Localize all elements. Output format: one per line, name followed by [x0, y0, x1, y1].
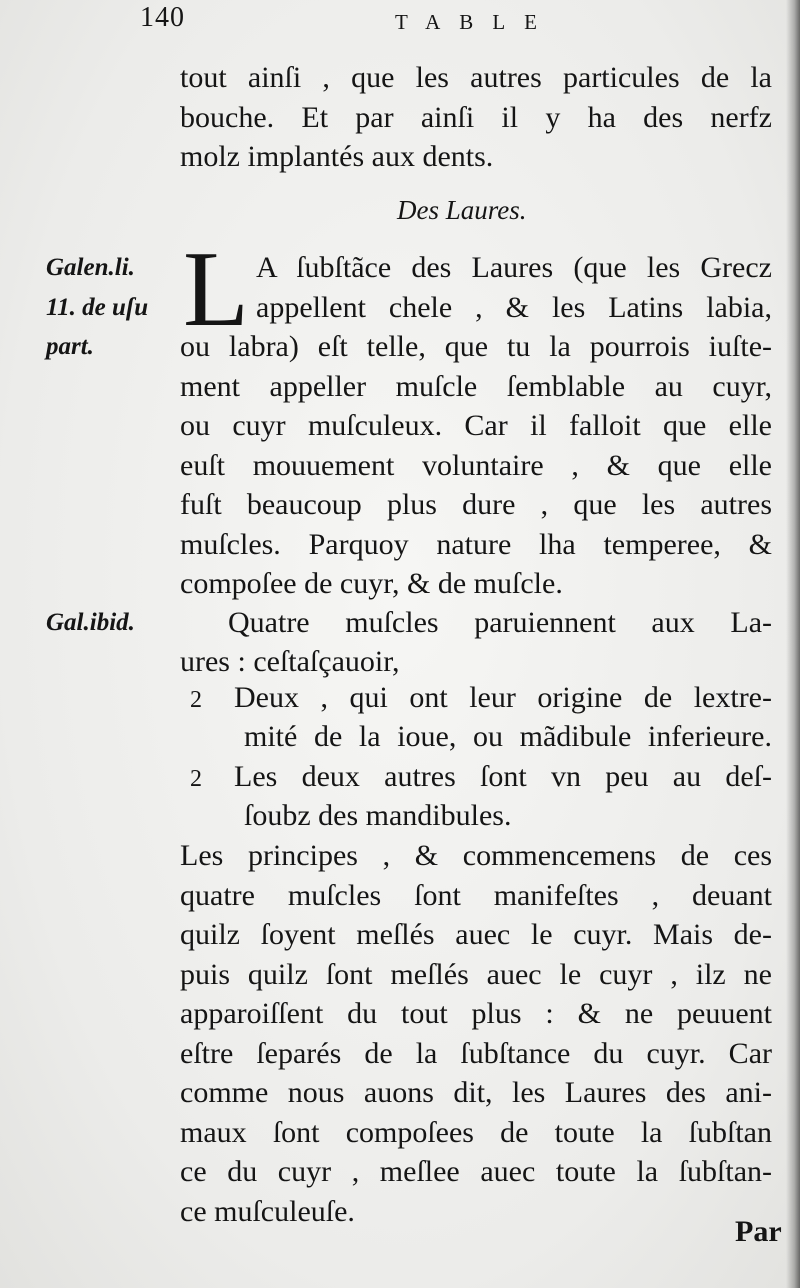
text-line: ou labra) eſt telle, que tu la pourrois iuſte-	[180, 330, 772, 363]
text-line: bouche. Et par ainſi il y ha des nerfz	[180, 100, 772, 134]
text-line: tout ainſi , que les autres particules de la	[180, 61, 772, 94]
text-line: puis quilz ſont meſlés auec le cuyr , ilz ne	[180, 957, 772, 991]
text-line: eſtre ſeparés de la ſubſtance du cuyr. Car	[180, 1036, 772, 1070]
text-line: Quatre muſcles paruiennent aux La-	[228, 606, 772, 639]
marginal-note-galen	[46, 248, 148, 367]
section-heading: Des Laures.	[397, 195, 527, 225]
text-line	[190, 757, 772, 797]
text-block-4	[180, 836, 772, 1231]
marginal-line: Gal.ibid.	[46, 609, 135, 636]
text-line: ou cuyr muſculeux. Car il falloit que elle	[180, 409, 772, 442]
page-header	[0, 2, 800, 42]
text-line: ce du cuyr , meſlee auec toute la ſubſtan-	[180, 1155, 772, 1188]
text-line: quatre muſcles ſont manifeſtes , deuant	[180, 878, 772, 912]
text-line: mité de la ioue, ou mãdibule inferieure.	[244, 720, 772, 753]
numbered-item-1	[190, 678, 772, 718]
text-line: apparoiſſent du tout plus : & ne peuuent	[180, 997, 772, 1030]
item-text: Deux , qui ont leur origine de lextre-	[234, 681, 772, 714]
text-line: Les principes , & commencemens de ces	[180, 839, 772, 872]
marginal-line: Galen.li.	[46, 254, 135, 281]
page-number: 140	[140, 2, 185, 33]
item-number: 2	[190, 687, 202, 713]
text-line: compoſee de cuyr, & de muſcle.	[180, 567, 563, 600]
text-block-2	[180, 327, 772, 604]
text-block-2-first	[256, 248, 772, 327]
text-line: maux ſont compoſees de toute la ſubſtan	[180, 1115, 772, 1149]
page-edge-shadow	[786, 0, 800, 1288]
text-line: euſt mouuement voluntaire , & que elle	[180, 448, 772, 482]
text-line: quilz ſoyent meſlés auec le cuyr. Mais de-	[180, 918, 772, 951]
numbered-item-2-cont	[244, 796, 772, 836]
text-line: fuſt beaucoup plus dure , que les autres	[180, 488, 772, 521]
text-line: ce muſculeuſe.	[180, 1194, 355, 1228]
item-number: 2	[190, 766, 202, 792]
drop-capital: L	[183, 230, 249, 349]
catchword: Par	[735, 1215, 782, 1248]
marginal-note-gal-ibid	[46, 603, 135, 643]
text-line: comme nous auons dit, les Laures des ani-	[180, 1076, 772, 1109]
text-line: A ſubſtãce des Laures (que les Grecz	[256, 251, 772, 284]
text-line: appellent chele , & les Latins labia,	[256, 290, 772, 324]
text-line: muſcles. Parquoy nature lha temperee, &	[180, 527, 772, 561]
text-line: ment appeller muſcle ſemblable au cuyr,	[180, 369, 772, 403]
marginal-line: part.	[46, 333, 94, 360]
item-text: Les deux autres ſont vn peu au deſ-	[234, 760, 772, 793]
text-line: ſoubz des mandibules.	[244, 799, 512, 832]
text-line: ures : ceſtaſçauoir,	[180, 645, 400, 678]
numbered-item-2	[190, 757, 772, 797]
text-line: molz implantés aux dents.	[180, 140, 494, 173]
marginal-line: 11. de uſu	[46, 293, 149, 321]
text-block-3-first	[228, 603, 772, 643]
running-title: TABLE	[395, 10, 556, 34]
text-block-3	[180, 642, 772, 682]
numbered-item-1-cont	[244, 717, 772, 757]
text-line	[190, 678, 772, 718]
text-block-1	[180, 58, 772, 177]
